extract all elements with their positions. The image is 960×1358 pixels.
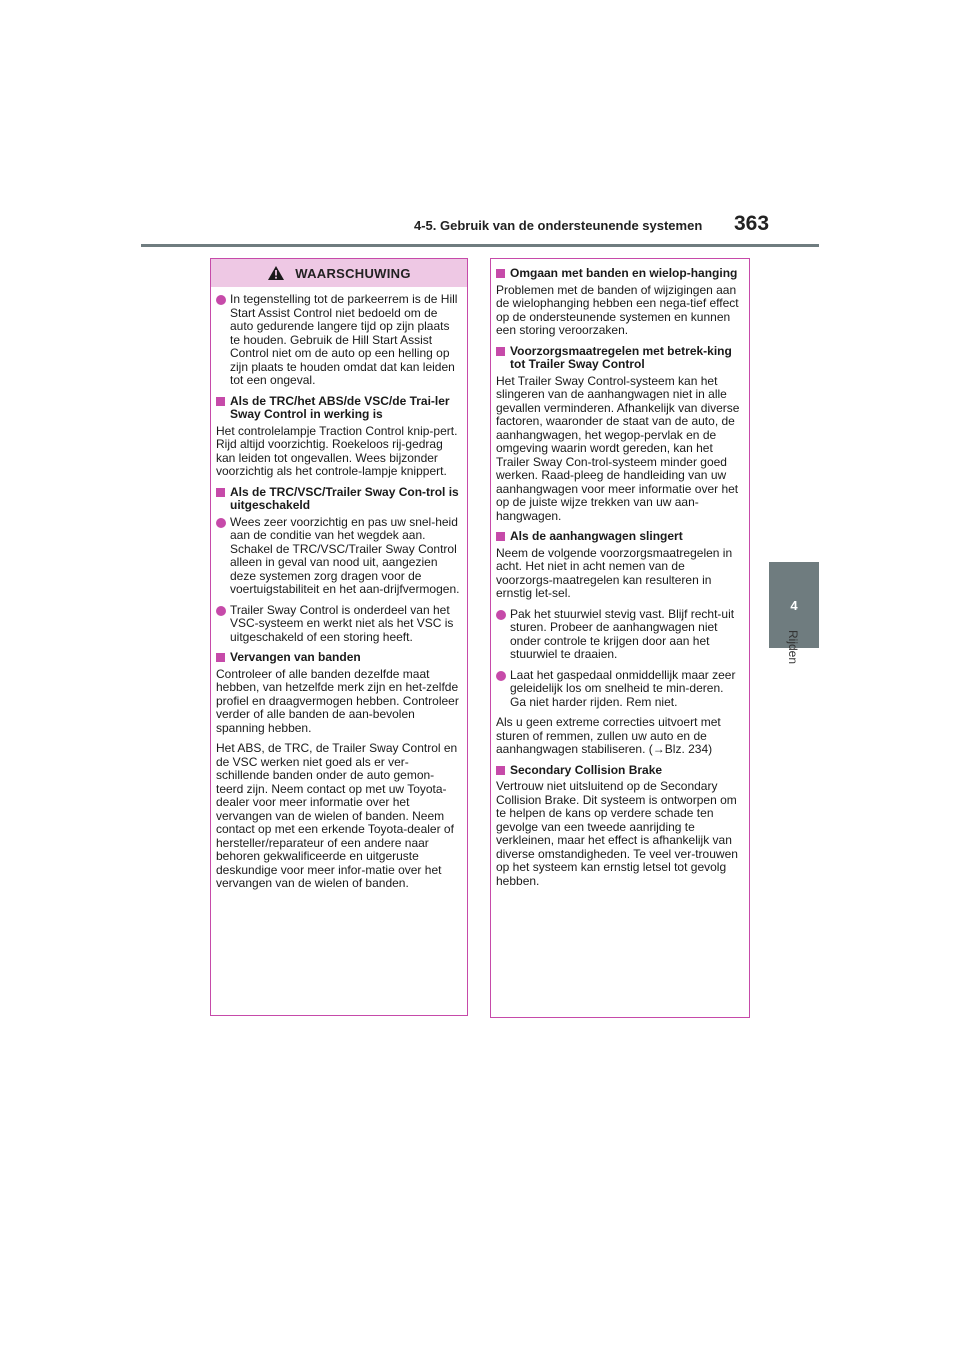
paragraph-text: Problemen met de banden of wijzigingen aan de wielophanging hebben een nega-tief effect op de ondersteunende systemen en kunnen een storing veroorzaken. xyxy=(496,282,739,337)
warning-triangle-icon xyxy=(267,265,285,281)
info-content xyxy=(491,259,749,888)
warning-header xyxy=(211,259,467,287)
round-bullet-icon xyxy=(216,295,226,305)
bullet-text: Pak het stuurwiel stevig vast. Blijf recht-uit sturen. Probeer de aanhangwagen niet onder controle te krijgen door aan het stuurwiel te draaien. xyxy=(510,606,735,661)
heading-text: Als de TRC/het ABS/de VSC/de Trai-ler Sway Control in werking is xyxy=(230,393,450,421)
paragraph xyxy=(496,547,742,601)
paragraph xyxy=(216,742,460,891)
paragraph-text: Neem de volgende voorzorgsmaatregelen in acht. Het niet in acht nemen van de voorzorgs-maatregelen kan resulteren in ernstig let-sel. xyxy=(496,545,733,600)
round-bullet-icon xyxy=(216,518,226,528)
heading-text: Vervangen van banden xyxy=(230,650,361,664)
section-heading xyxy=(496,267,742,281)
paragraph xyxy=(496,375,742,524)
bullet-text: Laat het gaspedaal onmiddellijk maar zeer geleidelijk los om snelheid te min-deren. Ga niet harder rijden. Rem niet. xyxy=(510,667,736,709)
section-heading xyxy=(216,395,460,422)
paragraph-text: Controleer of alle banden dezelfde maat hebben, van hetzelfde merk zijn en het-zelfde profiel en draagvermogen hebben. Controleer verder of alle banden de aan-bevolen spanning hebben. xyxy=(216,666,459,735)
info-box xyxy=(490,258,750,1018)
heading-text: Als de TRC/VSC/Trailer Sway Con-trol is uitgeschakeld xyxy=(230,484,459,512)
paragraph-text: Het controlelampje Traction Control knip-pert. Rijd altijd voorzichtig. Roekeloos rij-gedrag kan leiden tot ongevallen. Wees bijzonder voorzichtig als het controle-lampje knippert. xyxy=(216,423,458,478)
square-bullet-icon xyxy=(216,653,225,662)
warning-content xyxy=(211,287,467,891)
paragraph-text: Vertrouw niet uitsluitend op de Secondary Collision Brake. Dit systeem is ontworpen om te helpen de kans op verdere schade ten gevolge van een tweede aanrijding te verkleinen, maar het effect is afhankelijk van diverse omstandigheden. Te veel ver-trouwen op het systeem kan ernstig letsel tot gevolg hebben. xyxy=(496,779,738,888)
paragraph xyxy=(216,425,460,479)
header-divider xyxy=(141,244,819,247)
section-heading xyxy=(496,345,742,372)
round-bullet-icon xyxy=(496,671,506,681)
square-bullet-icon xyxy=(496,766,505,775)
square-bullet-icon xyxy=(496,347,505,356)
paragraph-text: Het ABS, de TRC, de Trailer Sway Control en de VSC werken niet goed als er ver-schillende banden onder de auto gemon-teerd zijn. Neem contact op met uw Toyota-dealer voor meer informatie over het vervangen van de wielen of banden. Neem contact op met een erkende Toyota-dealer of hersteller/reparateur of een andere naar behoren gekwalificeerde en uitgeruste deskundige voor meer infor-matie over het vervangen van de wielen of banden. xyxy=(216,741,458,890)
paragraph xyxy=(496,284,742,338)
section-heading xyxy=(216,486,460,513)
heading-text: Voorzorgsmaatregelen met betrek-king tot Trailer Sway Control xyxy=(510,343,732,371)
bullet-item xyxy=(216,604,460,645)
section-title: 4-5. Gebruik van de ondersteunende systemen xyxy=(414,218,703,233)
paragraph xyxy=(216,668,460,736)
page-number: 363 xyxy=(734,212,770,235)
square-bullet-icon xyxy=(496,269,505,278)
paragraph-text: Het Trailer Sway Control-systeem kan het slingeren van de aanhangwagen niet in alle gevallen verminderen. Afhankelijk van diverse factoren, waaronder de staat van de auto, de aanhangwagen, het wegop-pervlak en de omgeving waarin wordt gereden, kan het Trailer Sway Con-trol-systeem minder goed werken. Raad-pleeg de handleiding van uw aanhangwagen voor meer informatie over het op de juiste wijze trekken van uw aan-hangwagen. xyxy=(496,373,740,523)
warning-title: WAARSCHUWING xyxy=(295,265,411,281)
bullet-item xyxy=(216,516,460,597)
square-bullet-icon xyxy=(216,488,225,497)
bullet-text: Wees zeer voorzichtig en pas uw snel-heid aan de conditie van het wegdek aan. Schakel de TRC/VSC/Trailer Sway Control alleen in geval van nood uit, aangezien deze systemen zorg dragen voor de voertuigstabiliteit en het aan-drijfvermogen. xyxy=(230,514,460,596)
bullet-item xyxy=(216,293,460,388)
bullet-text: Trailer Sway Control is onderdeel van het VSC-systeem en werkt niet als het VSC is uitgeschakeld of een storing heeft. xyxy=(230,602,454,644)
heading-text: Secondary Collision Brake xyxy=(510,762,663,777)
chapter-label: Rijden xyxy=(786,630,800,665)
heading-text: Als de aanhangwagen slingert xyxy=(510,529,683,543)
bullet-item xyxy=(496,608,742,662)
round-bullet-icon xyxy=(496,610,506,620)
bullet-text: In tegenstelling tot de parkeerrem is de Hill Start Assist Control niet bedoeld om de auto gedurende langere tijd op zijn plaats te houden. Gebruik de Hill Start Assist Control niet om de auto op een helling op zijn plaats te houden omdat dat kan leiden tot een ongeval. xyxy=(230,292,458,387)
section-heading xyxy=(496,530,742,544)
round-bullet-icon xyxy=(216,606,226,616)
section-heading xyxy=(216,651,460,665)
warning-box xyxy=(210,258,468,1016)
heading-text: Omgaan met banden en wielop-hanging xyxy=(510,266,738,280)
chapter-number: 4 xyxy=(790,597,798,613)
square-bullet-icon xyxy=(496,532,505,541)
section-heading xyxy=(496,764,742,778)
square-bullet-icon xyxy=(216,397,225,406)
paragraph xyxy=(496,780,742,888)
paragraph-text: Als u geen extreme correcties uitvoert met sturen of remmen, zullen uw auto en de aanhangwagen stabiliseren. (→Blz. 234) xyxy=(496,715,721,756)
bullet-item xyxy=(496,669,742,710)
paragraph xyxy=(496,716,742,757)
